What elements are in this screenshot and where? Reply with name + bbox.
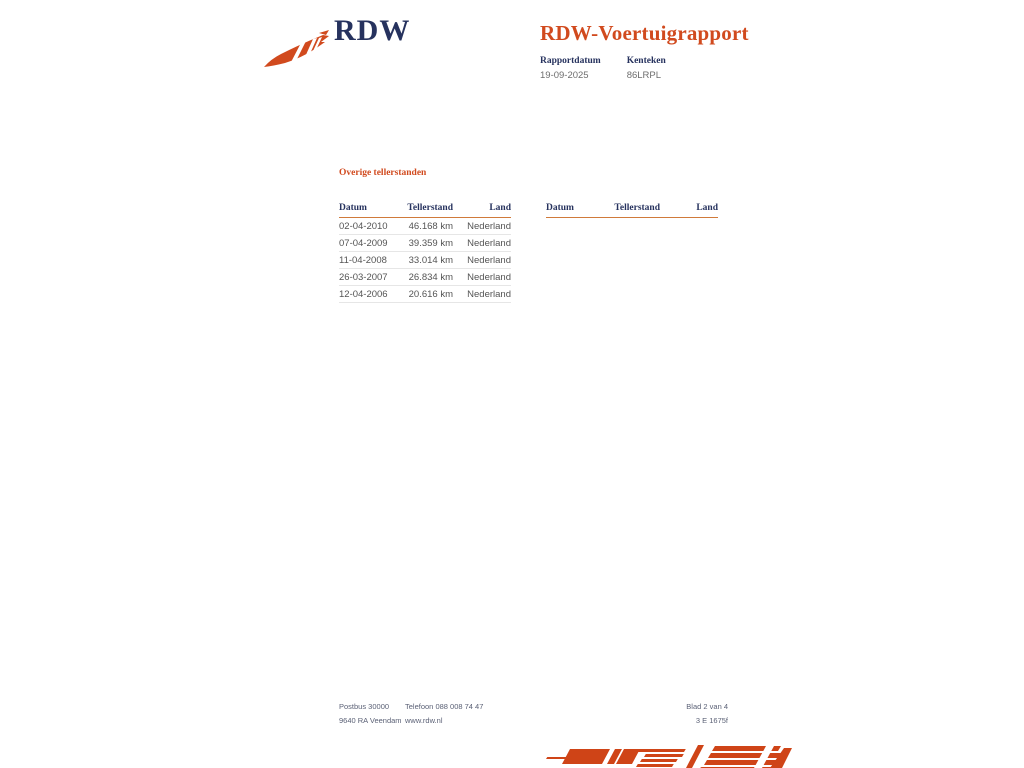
tellerstanden-table-right bbox=[546, 203, 718, 218]
column-header-datum: Datum bbox=[339, 203, 401, 218]
column-header-land: Land bbox=[453, 203, 511, 218]
cell-land: Nederland bbox=[453, 252, 511, 269]
cell-tellerstand: 26.834 km bbox=[401, 269, 453, 286]
table-row bbox=[339, 252, 511, 269]
cell-datum: 07-04-2009 bbox=[339, 235, 401, 252]
cell-land: Nederland bbox=[453, 218, 511, 235]
footer-address bbox=[339, 700, 402, 728]
table-header-row bbox=[339, 203, 511, 218]
footer-city: 9640 RA Veendam bbox=[339, 716, 402, 725]
page-title: RDW-Voertuigrapport bbox=[540, 21, 749, 45]
meta-kenteken bbox=[627, 56, 683, 81]
footer-postbus: Postbus 30000 bbox=[339, 702, 390, 711]
column-header-datum: Datum bbox=[546, 203, 608, 218]
footer-contact bbox=[405, 700, 483, 728]
meta-value: 86LRPL bbox=[626, 70, 662, 81]
cell-datum: 11-04-2008 bbox=[339, 252, 401, 269]
cell-tellerstand: 39.359 km bbox=[401, 235, 453, 252]
table-row bbox=[339, 235, 511, 252]
rdw-wing-icon bbox=[263, 29, 331, 69]
meta-label: Kenteken bbox=[626, 56, 666, 66]
cell-tellerstand: 46.168 km bbox=[401, 218, 453, 235]
table-header-row bbox=[546, 203, 718, 218]
section-heading: Overige tellerstanden bbox=[339, 168, 427, 178]
rdw-stripes-graphic bbox=[546, 744, 792, 768]
form-code: 3 E 1675f bbox=[695, 716, 728, 725]
cell-land: Nederland bbox=[453, 286, 511, 303]
tellerstanden-table-left bbox=[339, 203, 511, 303]
report-meta bbox=[540, 56, 683, 81]
footer-phone: Telefoon 088 008 74 47 bbox=[405, 702, 484, 711]
meta-label: Rapportdatum bbox=[540, 56, 601, 66]
cell-tellerstand: 33.014 km bbox=[401, 252, 453, 269]
brand-wordmark: RDW bbox=[334, 14, 411, 47]
column-header-tellerstand: Tellerstand bbox=[608, 203, 660, 218]
cell-land: Nederland bbox=[453, 235, 511, 252]
footer-page-info bbox=[540, 700, 728, 728]
meta-value: 19-09-2025 bbox=[540, 70, 589, 81]
cell-datum: 26-03-2007 bbox=[339, 269, 401, 286]
cell-datum: 02-04-2010 bbox=[339, 218, 401, 235]
column-header-tellerstand: Tellerstand bbox=[401, 203, 453, 218]
cell-datum: 12-04-2006 bbox=[339, 286, 401, 303]
cell-tellerstand: 20.616 km bbox=[401, 286, 453, 303]
page-indicator: Blad 2 van 4 bbox=[686, 702, 728, 711]
footer-website: www.rdw.nl bbox=[405, 716, 443, 725]
table-row bbox=[339, 218, 511, 235]
meta-rapportdatum bbox=[540, 56, 601, 81]
cell-land: Nederland bbox=[453, 269, 511, 286]
column-header-land: Land bbox=[660, 203, 718, 218]
table-row bbox=[339, 269, 511, 286]
table-row bbox=[339, 286, 511, 303]
